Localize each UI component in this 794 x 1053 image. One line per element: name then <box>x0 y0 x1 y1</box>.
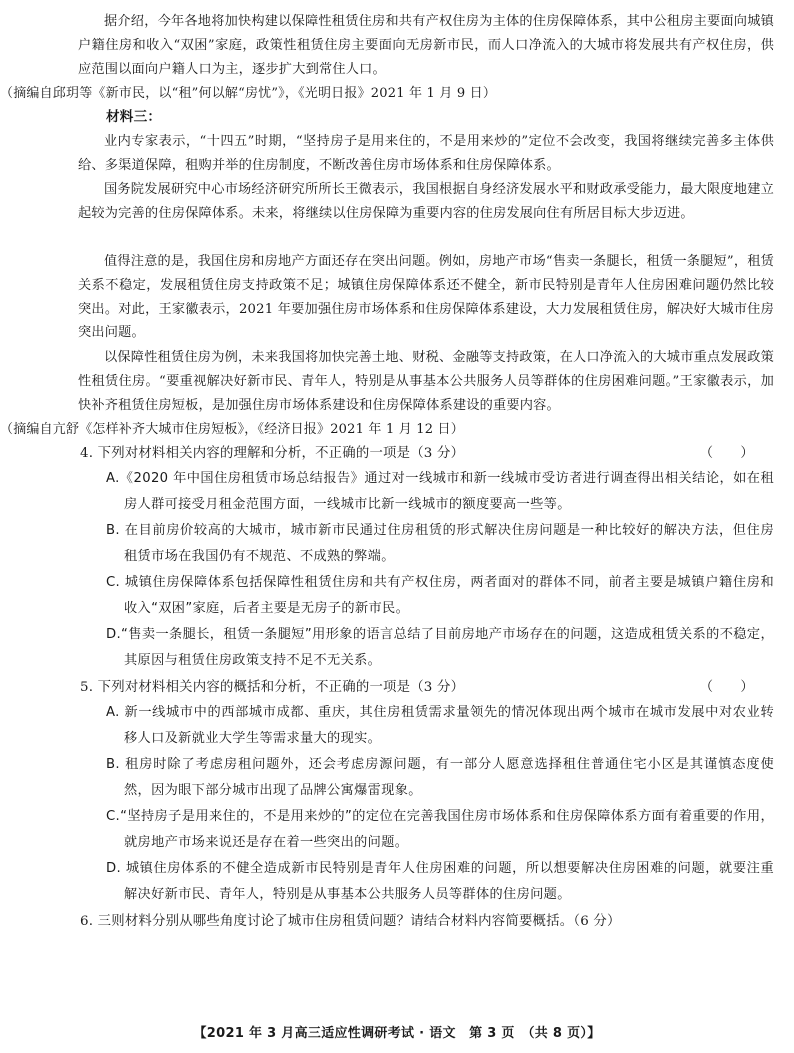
question-4-option-a: A.《2020 年中国住房租赁市场总结报告》通过对一线城市和新一线城市受访者进行调查得出相关结论，如在租房人群可接受月租金范围方面，一线城市比新一线城市的额度要高一些等。 <box>106 471 774 512</box>
question-6-stem: 6. 三则材料分别从哪些角度讨论了城市住房租赁问题？请结合材料内容简要概括。（6 分） <box>80 914 621 929</box>
question-6 <box>0 910 794 934</box>
question-5-option-d: D. 城镇住房体系的不健全造成新市民特别是青年人住房困难的问题，所以想要解决住房困难的问题，就要注重解决好新市民、青年人，特别是从事基本公共服务人员等群体的住房问题。 <box>106 861 774 902</box>
material-3-paragraph: 业内专家表示，“十四五”时期，“坚持房子是用来住的，不是用来炒的”定位不会改变，我国将继续完善多主体供给、多渠道保障，租购并举的住房制度，不断改善住房市场体系和住房保障体系。 <box>78 134 774 173</box>
source-citation-3: （摘编自亢舒《怎样补齐大城市住房短板》，《经济日报》2021 年 1 月 12 日） <box>0 422 464 437</box>
material-3-paragraph: 以保障性租赁住房为例，未来我国将加快完善土地、财税、金融等支持政策，在人口净流入的大城市重点发展政策性租赁住房。“要重视解决好新市民、青年人，特别是从事基本公共服务人员等群体的住房困难问题。”王家徽表示，加快补齐租赁住房短板，是加强住房市场体系建设和住房保障体系建设的重要内容。 <box>78 350 774 413</box>
question-5-answer-blank[interactable]: （ ） <box>699 680 754 695</box>
question-4-option-c: C. 城镇住房保障体系包括保障性租赁住房和共有产权住房，两者面对的群体不同，前者主要是城镇户籍住房和收入“双困”家庭，后者主要是无房子的新市民。 <box>106 575 774 616</box>
material-3-paragraph: 值得注意的是，我国住房和房地产方面还存在突出问题。例如，房地产市场“售卖一条腿长，租赁一条腿短”，租赁关系不稳定，发展租赁住房支持政策不足；城镇住房保障体系还不健全，新市民特别是青年人住房困难问题仍然比较突出。对此，王家徽表示，2021 年要加强住房市场体系和住房保障体系建设，大力发展租赁住房，解决好大城市住房突出问题。 <box>78 254 774 341</box>
question-5 <box>0 676 794 700</box>
question-5-option-a: A. 新一线城市中的西部城市成都、重庆，其住房租赁需求量领先的情况体现出两个城市在城市发展中对农业转移人口及新就业大学生等需求量大的现实。 <box>106 705 774 746</box>
question-4-stem: 4. 下列对材料相关内容的理解和分析，不正确的一项是（3 分） <box>80 446 465 461</box>
material-3-paragraph: 国务院发展研究中心市场经济研究所所长王微表示，我国根据自身经济发展水平和财政承受能力，最大限度地建立起较为完善的住房保障体系。未来，将继续以住房保障为重要内容的住房发展向住有所居目标大步迈进。 <box>78 182 774 221</box>
material-3-heading: 材料三： <box>106 109 162 125</box>
intro-paragraph: 据介绍，今年各地将加快构建以保障性租赁住房和共有产权住房为主体的住房保障体系，其中公租房主要面向城镇户籍住房和收入“双困”家庭，政策性租赁住房主要面向无房新市民，而人口净流入的大城市将发展共有产权住房，供应范围以面向户籍人口为主，逐步扩大到常住人口。 <box>78 14 774 77</box>
source-citation-2: （摘编自邱玥等《新市民，以“租”何以解“房忧”》，《光明日报》2021 年 1 月 9 日） <box>0 86 497 101</box>
question-5-stem: 5. 下列对材料相关内容的概括和分析，不正确的一项是（3 分） <box>80 680 465 695</box>
question-5-option-c: C.“坚持房子是用来住的，不是用来炒的”的定位在完善我国住房市场体系和住房保障体系方面有着重要的作用，就房地产市场来说还是存在着一些突出的问题。 <box>106 809 774 850</box>
question-5-option-b: B. 租房时除了考虑房租问题外，还会考虑房源问题，有一部分人愿意选择租住普通住宅小区是其谨慎态度使然，因为眼下部分城市出现了品牌公寓爆雷现象。 <box>106 757 774 798</box>
page-footer: 【2021 年 3 月高三适应性调研考试 · 语文 第 3 页 （共 8 页）】 <box>193 1026 601 1041</box>
question-4-option-d: D.“售卖一条腿长，租赁一条腿短”用形象的语言总结了目前房地产市场存在的问题，这造成租赁关系的不稳定，其原因与租赁住房政策支持不足不无关系。 <box>106 627 774 668</box>
question-4 <box>0 442 794 466</box>
question-4-answer-blank[interactable]: （ ） <box>699 446 754 461</box>
question-4-option-b: B. 在目前房价较高的大城市，城市新市民通过住房租赁的形式解决住房问题是一种比较好的解决方法，但住房租赁市场在我国仍有不规范、不成熟的弊端。 <box>106 523 774 564</box>
